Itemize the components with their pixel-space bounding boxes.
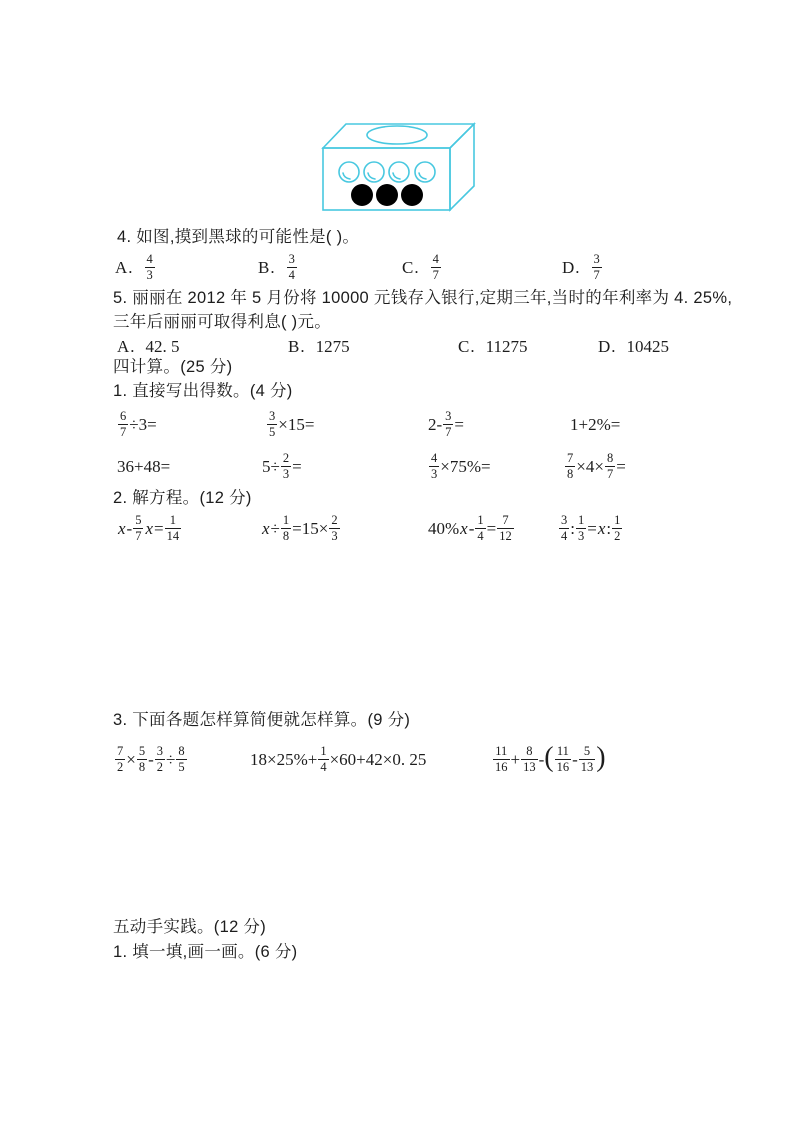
option-b [258,250,298,286]
calc-item: 36+48= [117,457,171,476]
option-value: 11275 [485,337,528,356]
equation-item: 40% x - $\frac{1}{4}$ = $\frac{7}{12}$ [428,513,512,543]
option-value: 1275 [315,337,350,356]
option-value: $\frac{3}{7}$ [593,252,600,282]
option-b [288,337,350,357]
option-d [562,250,603,286]
section-5-part-1-title: 1. 填一填,画一画。(6 分) [113,943,298,961]
option-a [115,250,156,286]
ball-highlight-icon [393,173,400,179]
option-label: A. [115,258,134,277]
black-ball [376,184,398,206]
black-ball [351,184,373,206]
equation-item: x ÷ $\frac{1}{8}$ =15× $\frac{2}{3}$ [262,513,338,543]
ball-highlight-icon [368,173,375,179]
section-4-title: 四计算。(25 分) [113,358,233,376]
ball-highlight-icon [343,173,350,179]
option-d [598,337,669,357]
option-c [458,337,527,357]
section-5-title: 五动手实践。(12 分) [113,918,267,936]
option-label: C. [402,258,420,277]
question-5-line1: 5. 丽丽在 2012 年 5 月份将 10000 元钱存入银行,定期三年,当时的年利率为 4. 25%, [113,289,733,307]
white-balls [339,162,435,182]
section-4-part-2-title: 2. 解方程。(12 分) [113,489,252,507]
option-label: D. [562,258,581,277]
option-value: 10425 [626,337,670,356]
expression-item: $\frac{11}{16}$ + $\frac{8}{13}$ - ( $\frac{11}{16}$ - $\frac{5}{13}$ ) [495,742,606,774]
calc-item: 2- $\frac{3}{7}$ = [428,409,465,439]
option-label: B. [288,337,306,356]
calc-item: $\frac{6}{7}$ ÷3= [120,409,157,439]
question-4-text: 4. 如图,摸到黑球的可能性是( )。 [117,228,360,246]
expression-item: 18×25%+ $\frac{1}{4}$ ×60+42×0. 25 [250,744,427,774]
box-top-hole [367,126,427,144]
option-label: C. [458,337,476,356]
question-5-line2: 三年后丽丽可取得利息( )元。 [113,313,332,331]
calc-item: 1+2%= [570,415,621,434]
equation-item: $\frac{3}{4}$ : $\frac{1}{3}$ = x : $\frac{1}{2}$ [561,513,621,543]
option-c [402,250,442,286]
box-with-balls-figure [313,110,483,220]
option-value: 42. 5 [145,337,180,356]
option-a [117,337,180,357]
option-value: $\frac{4}{3}$ [146,252,153,282]
option-value: $\frac{3}{4}$ [288,252,295,282]
option-label: B. [258,258,276,277]
calc-item: 5÷ $\frac{2}{3}$ = [262,451,302,481]
option-label: A. [117,337,136,356]
box-right-face [450,124,474,210]
calc-item: $\frac{4}{3}$ ×75%= [431,451,491,481]
black-balls [351,184,423,206]
calc-item: $\frac{7}{8}$ ×4× $\frac{8}{7}$ = [567,451,626,481]
section-4-part-3-title: 3. 下面各题怎样算简便就怎样算。(9 分) [113,711,411,729]
option-value: $\frac{4}{7}$ [432,252,439,282]
section-4-part-1-title: 1. 直接写出得数。(4 分) [113,382,293,400]
equation-item: x - $\frac{5}{7}$ x = $\frac{1}{14}$ [118,513,180,543]
black-ball [401,184,423,206]
option-label: D. [598,337,617,356]
expression-item: $\frac{7}{2}$ × $\frac{5}{8}$ - $\frac{3}{2}$ ÷ $\frac{8}{5}$ [117,744,185,774]
calc-item: $\frac{3}{5}$ ×15= [269,409,315,439]
ball-highlight-icon [419,173,426,179]
